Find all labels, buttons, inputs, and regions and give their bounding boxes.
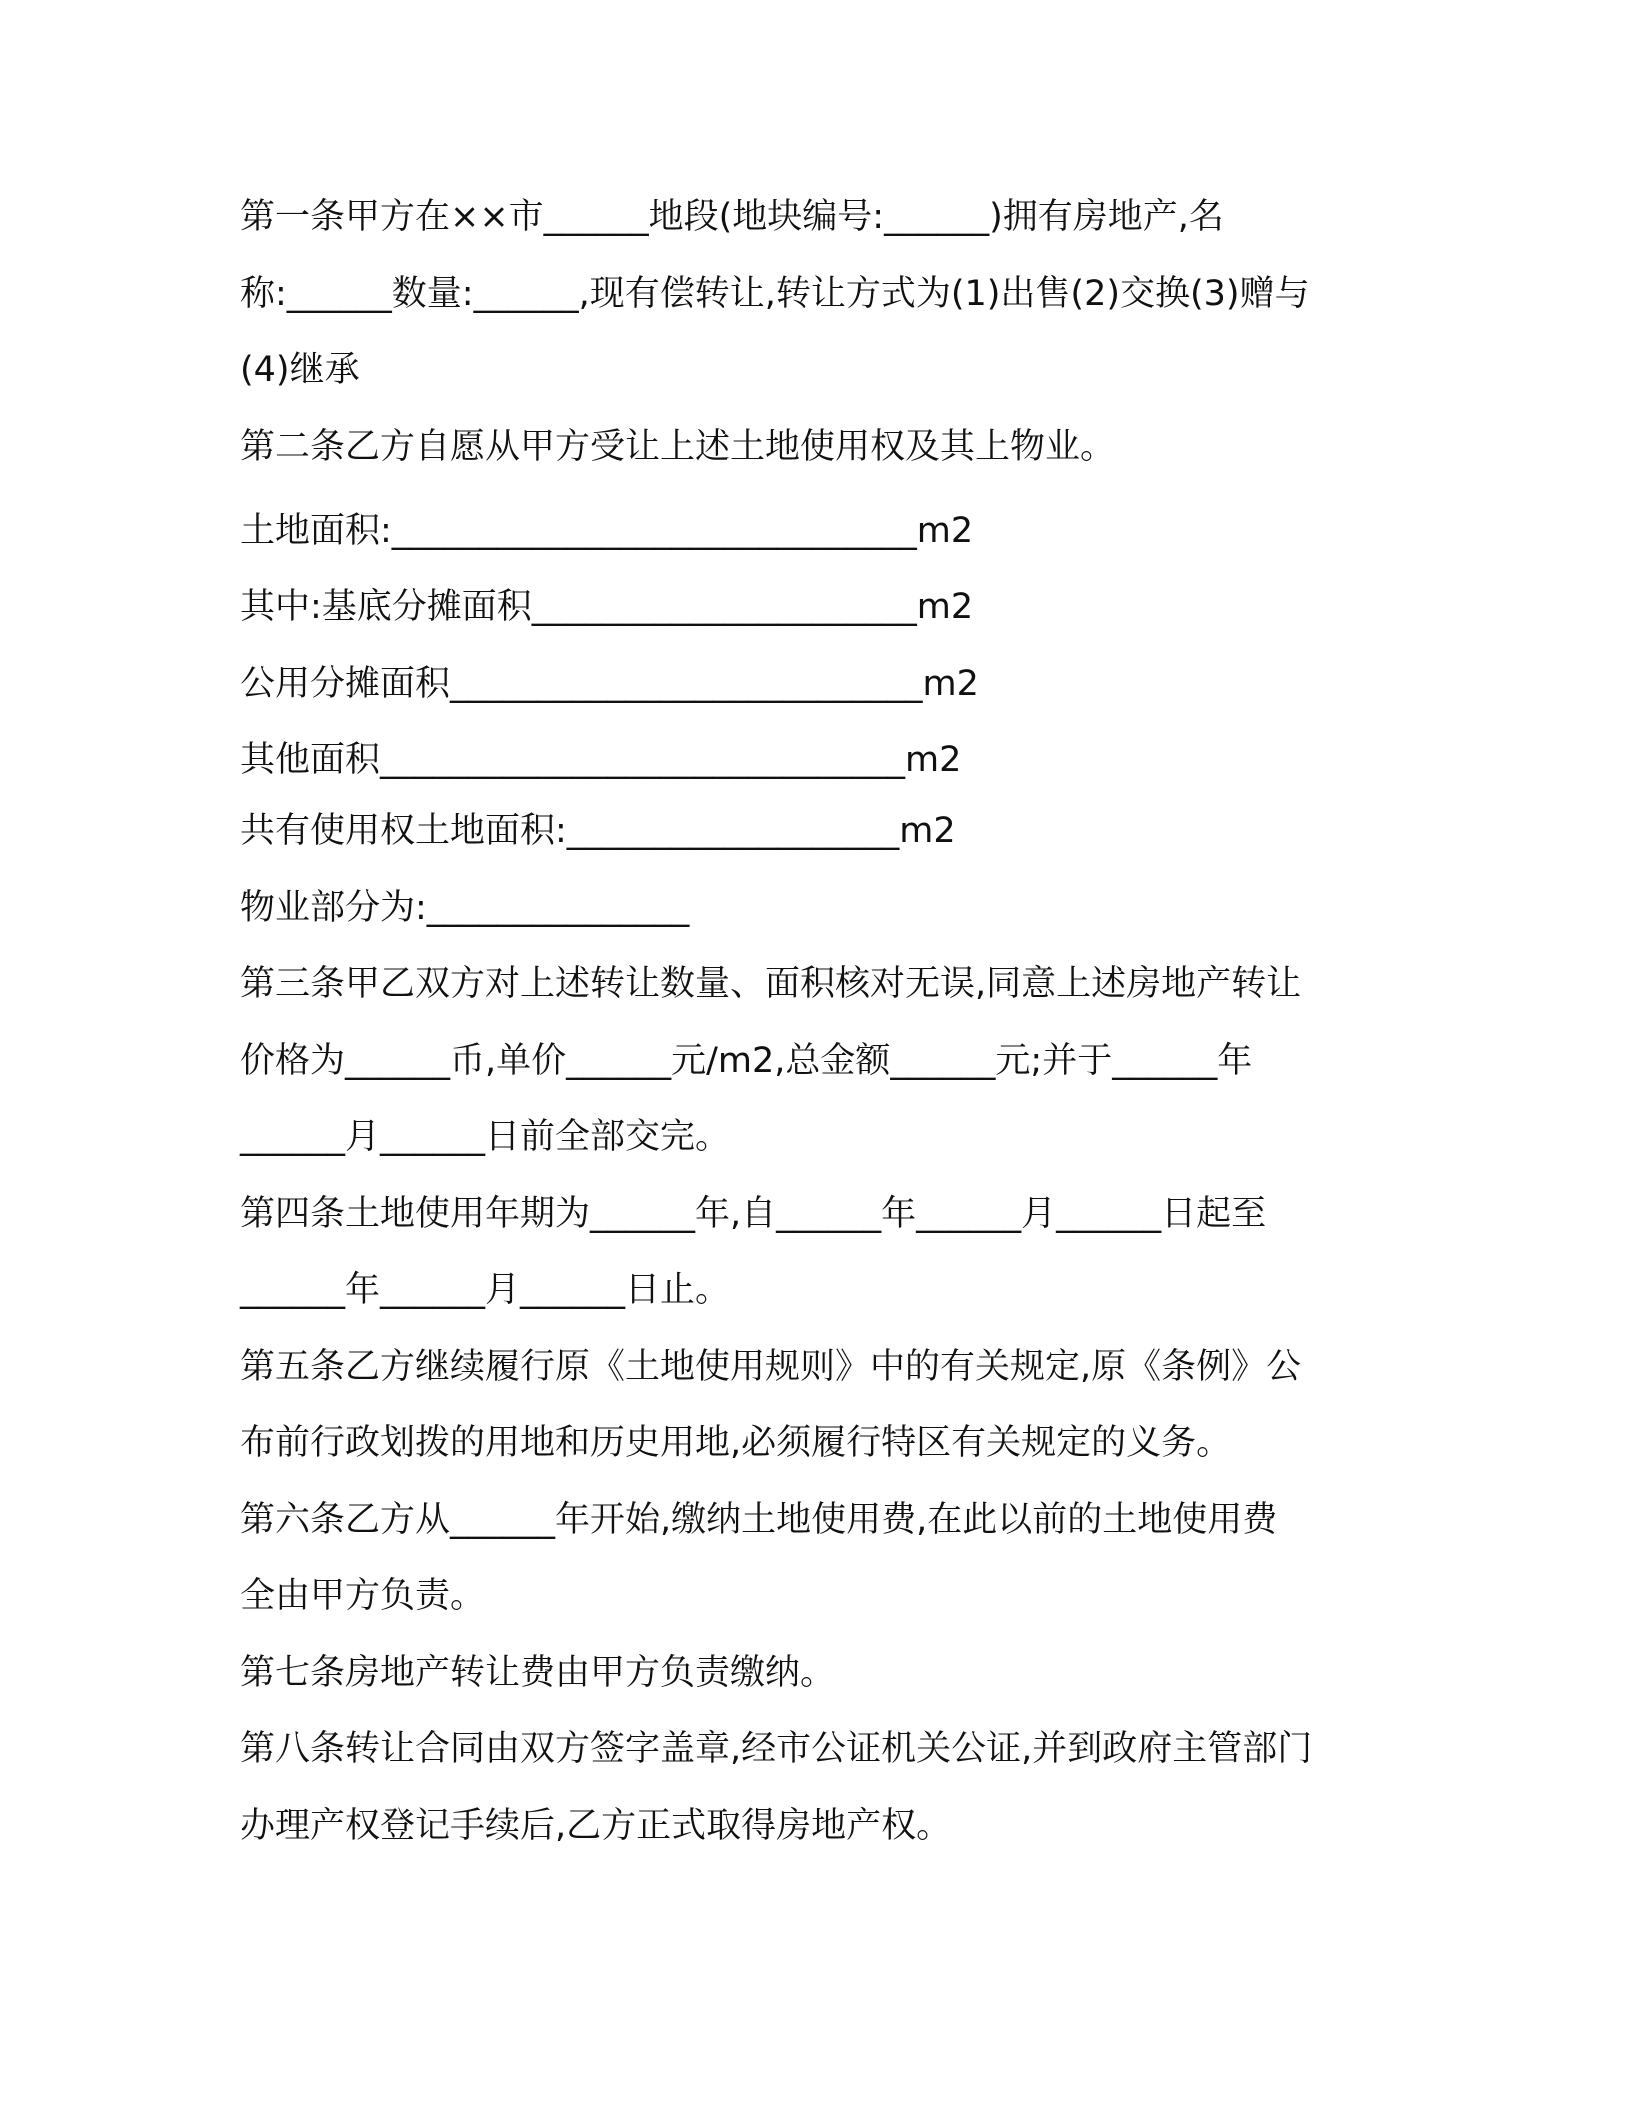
public-shared-area-line: 公用分摊面积___________________________m2: [240, 664, 979, 704]
article-8-line-2: 办理产权登记手续后,乙方正式取得房地产权。: [240, 1806, 952, 1846]
article-5-line-1: 第五条乙方继续履行原《土地使用规则》中的有关规定,原《条例》公: [240, 1347, 1302, 1387]
article-1-line-2: 称:______数量:______,现有偿转让,转让方式为(1)出售(2)交换(3)赠与: [240, 274, 1310, 314]
land-area-line: 土地面积:______________________________m2: [240, 511, 974, 551]
article-6-line-1: 第六条乙方从______年开始,缴纳土地使用费,在此以前的土地使用费: [240, 1500, 1278, 1540]
article-4-line-1: 第四条土地使用年期为______年,自______年______月______日起至: [240, 1194, 1267, 1234]
article-4-line-2: ______年______月______日止。: [240, 1270, 731, 1310]
article-3-line-2: 价格为______币,单价______元/m2,总金额______元;并于______年: [240, 1041, 1253, 1081]
article-8-line-1: 第八条转让合同由双方签字盖章,经市公证机关公证,并到政府主管部门: [240, 1729, 1313, 1769]
article-5-line-2: 布前行政划拨的用地和历史用地,必须履行特区有关规定的义务。: [240, 1423, 1232, 1463]
article-2-line-1: 第二条乙方自愿从甲方受让上述土地使用权及其上物业。: [240, 427, 1116, 467]
article-1-line-1: 第一条甲方在××市______地段(地块编号:______)拥有房地产,名: [240, 197, 1224, 237]
article-6-line-2: 全由甲方负责。: [240, 1576, 486, 1616]
article-3-line-3: ______月______日前全部交完。: [240, 1117, 731, 1157]
co-owned-land-area-line: 共有使用权土地面积:___________________m2: [240, 811, 956, 851]
other-area-line: 其他面积______________________________m2: [240, 740, 962, 780]
base-shared-area-line: 其中:基底分摊面积______________________m2: [240, 587, 974, 627]
property-section-line: 物业部分为:_______________: [240, 888, 690, 928]
article-1-line-3: (4)继承: [240, 350, 360, 390]
article-3-line-1: 第三条甲乙双方对上述转让数量、面积核对无误,同意上述房地产转让: [240, 964, 1302, 1004]
article-7-line-1: 第七条房地产转让费由甲方负责缴纳。: [240, 1653, 836, 1693]
